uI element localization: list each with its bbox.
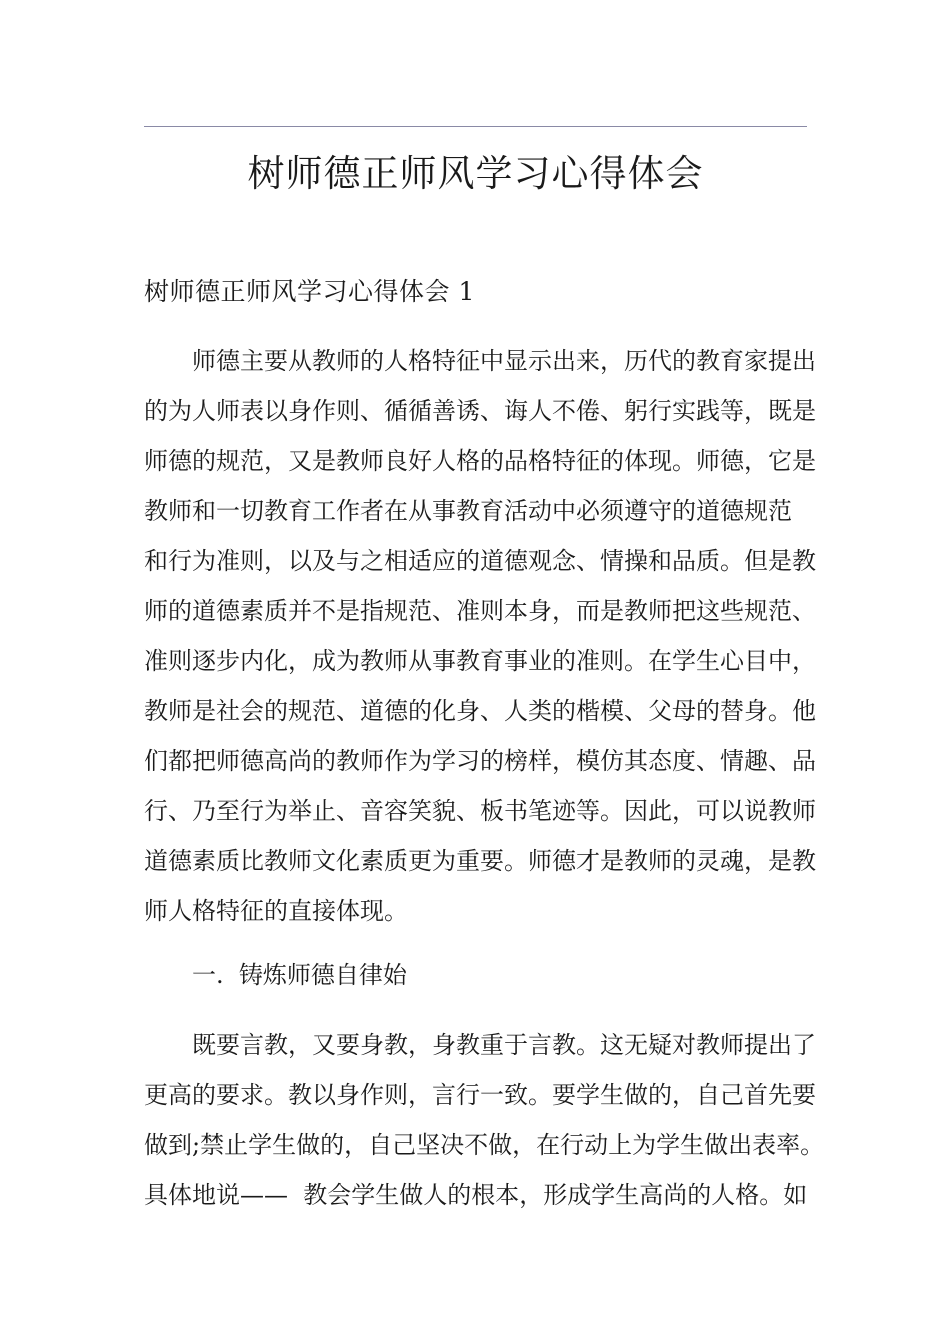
paragraph-2-line: 具体地说—— 教会学生做人的根本，形成学生高尚的人格。如 — [144, 1181, 808, 1209]
paragraph-1-line: 们都把师德高尚的教师作为学习的榜样，模仿其态度、情趣、品 — [144, 747, 816, 775]
paragraph-2-line: 既要言教，又要身教，身教重于言教。这无疑对教师提出了 — [192, 1031, 816, 1059]
paragraph-1-line: 师人格特征的直接体现。 — [144, 897, 408, 925]
paragraph-1-line: 师德的规范，又是教师良好人格的品格特征的体现。师德，它是 — [144, 447, 816, 475]
paragraph-2-line: 做到;禁止学生做的，自己坚决不做，在行动上为学生做出表率。 — [144, 1131, 825, 1159]
paragraph-1-line: 行、乃至行为举止、音容笑貌、板书笔迹等。因此，可以说教师 — [144, 797, 816, 825]
section-heading: 树师德正师风学习心得体会 1 — [144, 277, 475, 306]
paragraph-1-line: 准则逐步内化，成为教师从事教育事业的准则。在学生心目中， — [144, 647, 816, 675]
paragraph-1-line: 教师和一切教育工作者在从事教育活动中必须遵守的道德规范 — [144, 497, 792, 525]
paragraph-1-line: 教师是社会的规范、道德的化身、人类的楷模、父母的替身。他 — [144, 697, 816, 725]
subheading: 一. 铸炼师德自律始 — [192, 961, 407, 989]
paragraph-1-line: 的为人师表以身作则、循循善诱、诲人不倦、躬行实践等，既是 — [144, 397, 816, 425]
paragraph-1-line: 道德素质比教师文化素质更为重要。师德才是教师的灵魂，是教 — [144, 847, 816, 875]
paragraph-2-line: 更高的要求。教以身作则，言行一致。要学生做的，自己首先要 — [144, 1081, 816, 1109]
paragraph-1-line: 师德主要从教师的人格特征中显示出来，历代的教育家提出 — [192, 347, 816, 375]
paragraph-1-line: 师的道德素质并不是指规范、准则本身，而是教师把这些规范、 — [144, 597, 816, 625]
paragraph-1-line: 和行为准则，以及与之相适应的道德观念、情操和品质。但是教 — [144, 547, 816, 575]
document-title: 树师德正师风学习心得体会 — [247, 152, 704, 195]
header-rule — [144, 126, 807, 127]
